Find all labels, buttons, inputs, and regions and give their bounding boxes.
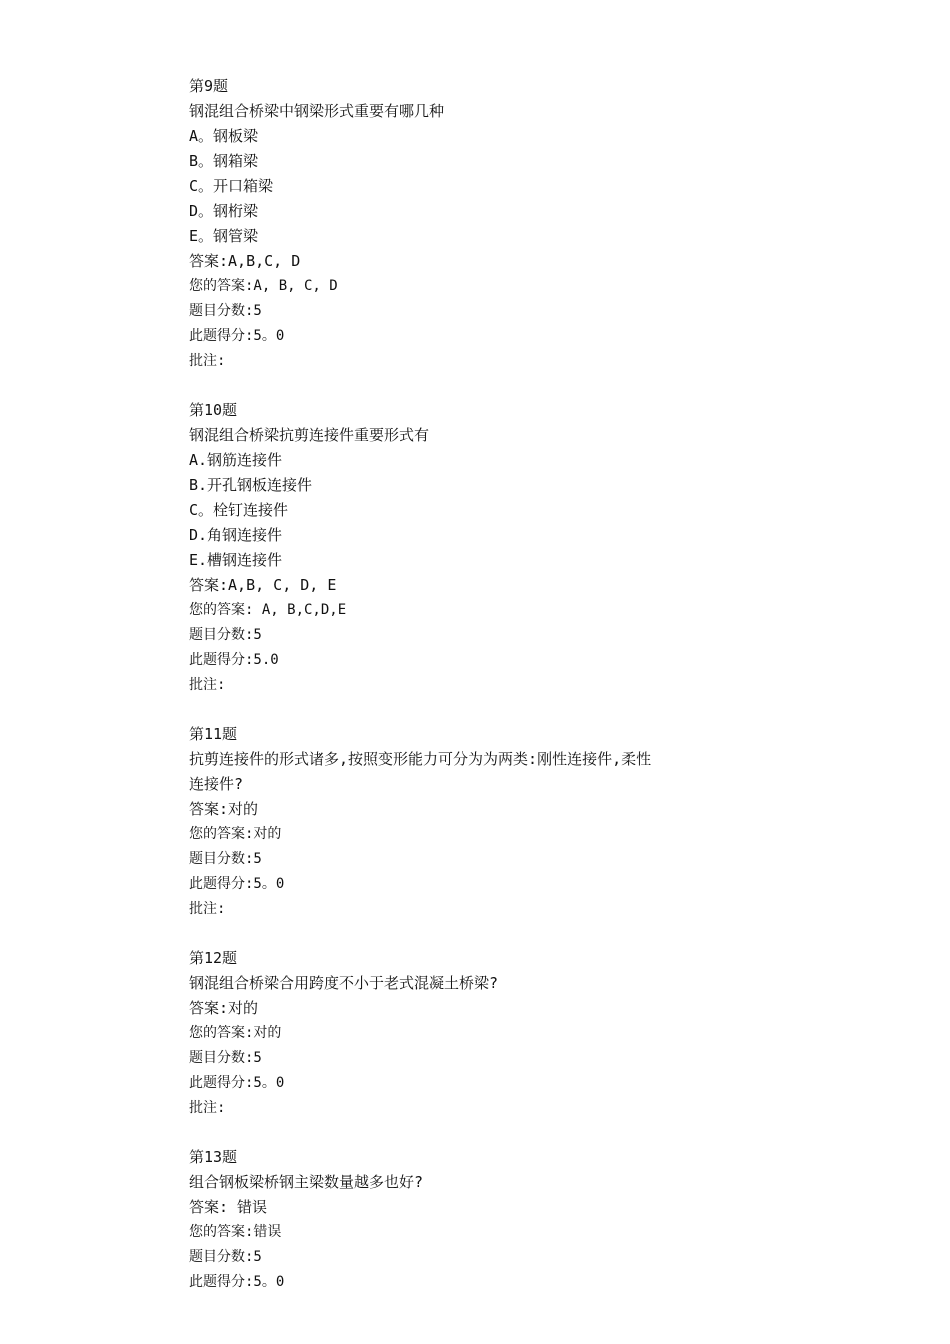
question-12-prompt: 钢混组合桥梁合用跨度不小于老式混凝土桥梁? [189,974,499,992]
question-10-option-c: C。栓钉连接件 [189,501,289,519]
question-9-option-c: C。开口箱梁 [189,177,274,195]
question-13-earned: 此题得分:5。0 [189,1274,285,1290]
question-9-option-d: D。钢桁梁 [189,202,259,220]
question-11-title: 第11题 [189,725,238,743]
question-12-answer: 答案:对的 [189,999,259,1017]
question-9-your-answer: 您的答案:A, B, C, D [189,278,338,294]
question-10-answer: 答案:A,B, C, D, E [189,576,337,594]
question-10-comment: 批注: [189,677,226,693]
question-13-answer: 答案: 错误 [189,1198,268,1216]
question-10-earned: 此题得分:5.0 [189,652,279,668]
question-13-score: 题目分数:5 [189,1249,262,1265]
question-13-title: 第13题 [189,1148,238,1166]
question-12-your-answer: 您的答案:对的 [189,1025,282,1041]
question-10-option-e: E.槽钢连接件 [189,551,283,569]
question-13-prompt: 组合钢板梁桥钢主梁数量越多也好? [189,1173,424,1191]
question-10-title: 第10题 [189,401,238,419]
question-11-earned: 此题得分:5。0 [189,876,285,892]
question-10-option-d: D.角钢连接件 [189,526,283,544]
question-10-option-b: B.开孔钢板连接件 [189,476,313,494]
question-12-comment: 批注: [189,1100,226,1116]
question-9-score: 题目分数:5 [189,303,262,319]
question-11-score: 题目分数:5 [189,851,262,867]
question-10-score: 题目分数:5 [189,627,262,643]
question-11-prompt-line-2: 连接件? [189,775,244,793]
question-12-title: 第12题 [189,949,238,967]
question-9-comment: 批注: [189,353,226,369]
question-12-score: 题目分数:5 [189,1050,262,1066]
question-12-earned: 此题得分:5。0 [189,1075,285,1091]
question-11-answer: 答案:对的 [189,800,259,818]
question-9-prompt: 钢混组合桥梁中钢梁形式重要有哪几种 [189,102,445,120]
question-11-your-answer: 您的答案:对的 [189,826,282,842]
question-10-prompt: 钢混组合桥梁抗剪连接件重要形式有 [189,426,430,444]
question-11-prompt-line-1: 抗剪连接件的形式诸多,按照变形能力可分为为两类:刚性连接件,柔性 [189,750,652,768]
question-9-title: 第9题 [189,77,229,95]
question-10-option-a: A.钢筋连接件 [189,451,283,469]
question-9-option-e: E。钢管梁 [189,227,259,245]
question-11-comment: 批注: [189,901,226,917]
question-9-option-a: A。钢板梁 [189,127,259,145]
question-9-answer: 答案:A,B,C, D [189,252,301,270]
question-10-your-answer: 您的答案: A, B,C,D,E [189,602,347,618]
question-9-option-b: B。钢箱梁 [189,152,259,170]
question-13-your-answer: 您的答案:错误 [189,1224,282,1240]
question-9-earned: 此题得分:5。0 [189,328,285,344]
